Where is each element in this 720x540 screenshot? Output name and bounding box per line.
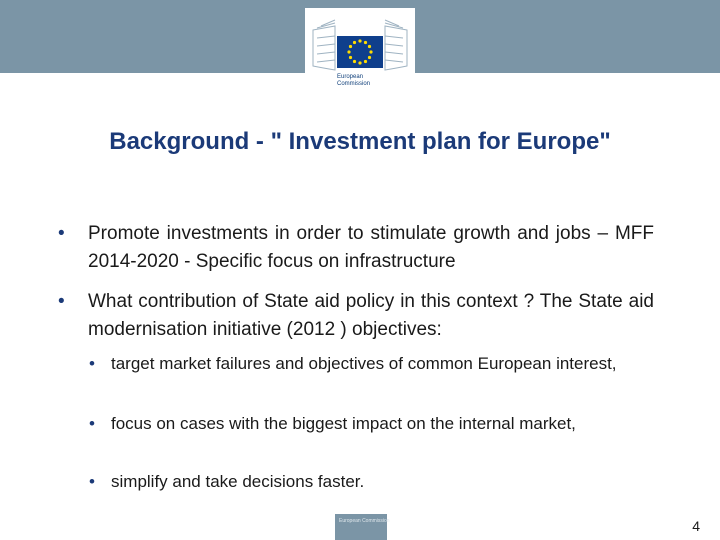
european-commission-logo (305, 8, 415, 96)
bullet-icon: • (58, 291, 65, 312)
slide-title: Background - " Investment plan for Europe" (109, 128, 611, 155)
sub-bullet-text: target market failures and objectives of common European interest, (111, 354, 617, 373)
sub-bullet-text: simplify and take decisions faster. (111, 472, 365, 491)
logo-caption (337, 74, 370, 88)
building-logo-icon (305, 8, 415, 74)
bullet-text: What contribution of State aid policy in this context ? The State aid modernisation initiative (2012 ) objectives: (88, 291, 654, 340)
page-number: 4 (692, 518, 700, 534)
bullet-icon: • (58, 223, 65, 244)
bullet-icon: • (89, 472, 95, 491)
logo-line-1: European (337, 74, 364, 80)
bullet-icon: • (89, 354, 95, 373)
bullet-icon: • (89, 414, 95, 433)
bullet-text: Promote investments in order to stimulate growth and jobs – MFF 2014-2020 - Specific focus on infrastructure (88, 223, 654, 272)
logo-line-2: Commission (337, 81, 371, 87)
footer-logo-text: European Commission (339, 518, 390, 524)
sub-bullet-text: focus on cases with the biggest impact on the internal market, (111, 414, 576, 433)
footer-logo (335, 514, 390, 540)
